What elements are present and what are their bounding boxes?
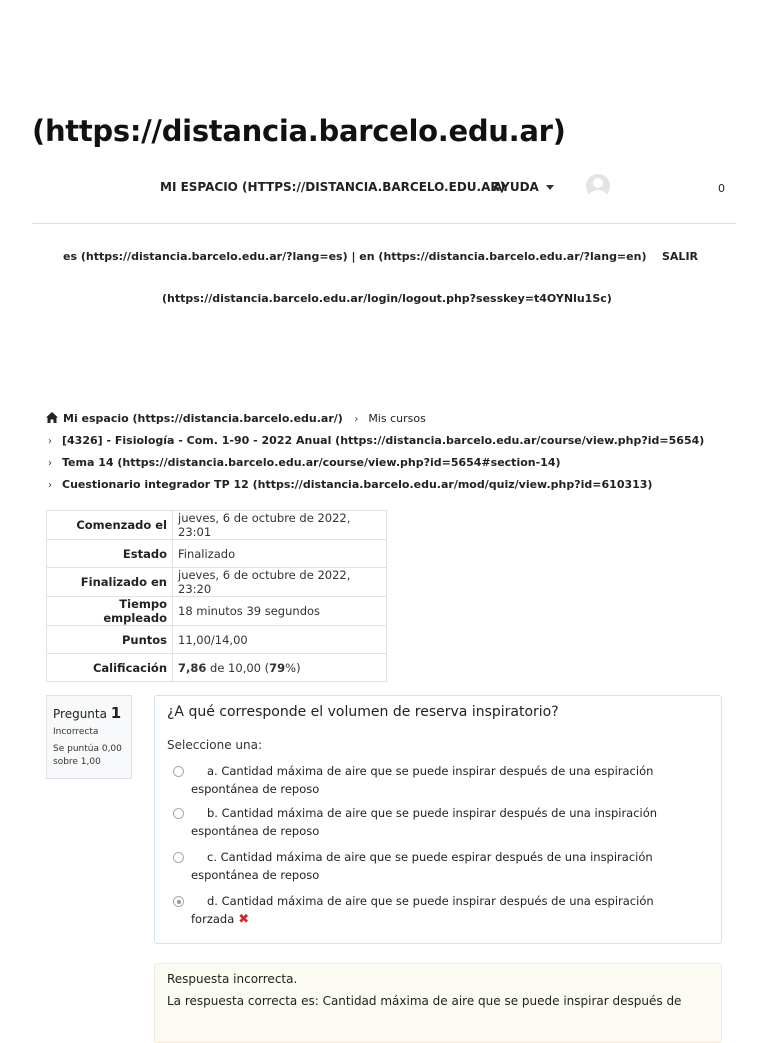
answer-text-line1: a. Cantidad máxima de aire que se puede inspirar después de una espiración (207, 764, 654, 778)
user-avatar[interactable] (586, 174, 610, 198)
logout-link[interactable]: SALIR (662, 250, 699, 263)
breadcrumb-row-home (46, 412, 426, 425)
feedback-correct-answer: La respuesta correcta es: Cantidad máxima de aire que se puede inspirar después de (167, 994, 682, 1008)
avatar-body (589, 190, 607, 198)
divider (32, 223, 736, 224)
chevron-down-icon (546, 185, 554, 190)
home-icon (46, 412, 58, 423)
question-state: Incorrecta (53, 727, 99, 737)
answer-prompt: Seleccione una: (167, 738, 262, 752)
top-navbar (0, 174, 768, 200)
summary-value: jueves, 6 de octubre de 2022, 23:20 (173, 568, 387, 597)
breadcrumb-quiz-link[interactable]: Cuestionario integrador TP 12 (https://distancia.barcelo.edu.ar/mod/quiz/view.php?id=610313) (62, 478, 653, 491)
radio-button[interactable] (173, 852, 184, 863)
grade-score: 7,86 (178, 660, 207, 675)
notification-count[interactable]: 0 (718, 182, 725, 195)
summary-row-grade (47, 654, 387, 682)
answer-text-line2: espontánea de reposo (191, 824, 320, 838)
question-number (53, 704, 131, 722)
grade-close: %) (285, 660, 301, 675)
summary-label: Puntos (47, 626, 173, 654)
summary-label: Estado (47, 540, 173, 568)
chevron-right-icon: › (48, 436, 52, 447)
breadcrumb-row-quiz (48, 478, 652, 491)
grade-percent: 79 (269, 660, 286, 675)
answer-text-line2: forzada (191, 912, 235, 926)
nav-help-label: AYUDA (493, 180, 539, 194)
chevron-right-icon: › (48, 458, 52, 469)
answer-text-line1: c. Cantidad máxima de aire que se puede espirar después de una inspiración (207, 850, 653, 864)
logout-url-link[interactable]: (https://distancia.barcelo.edu.ar/login/logout.php?sesskey=t4OYNlu1Sc) (162, 292, 612, 305)
summary-row-state (47, 540, 387, 568)
radio-button[interactable] (173, 808, 184, 819)
summary-label: Finalizado en (47, 568, 173, 597)
summary-value (173, 654, 387, 682)
avatar-head (593, 178, 603, 188)
question-number-value: 1 (110, 704, 122, 722)
answer-text-line2: espontánea de reposo (191, 868, 320, 882)
summary-label: Comenzado el (47, 511, 173, 540)
chevron-right-icon: › (48, 480, 52, 491)
language-links[interactable]: es (https://distancia.barcelo.edu.ar/?lang=es) | en (https://distancia.barcelo.edu.ar/?lang=en) (63, 250, 647, 263)
summary-label: Calificación (47, 654, 173, 682)
site-title[interactable]: (https://distancia.barcelo.edu.ar) (32, 114, 566, 148)
breadcrumb-section-link[interactable]: Tema 14 (https://distancia.barcelo.edu.ar/course/view.php?id=5654#section-14) (62, 456, 561, 469)
summary-label: Tiempo empleado (47, 597, 173, 626)
question-info (46, 695, 132, 779)
radio-button-selected[interactable] (173, 896, 184, 907)
breadcrumb-course-link[interactable]: [4326] - Fisiología - Com. 1-90 - 2022 Anual (https://distancia.barcelo.edu.ar/course/view.php?id=5654) (62, 434, 705, 447)
breadcrumb-row-course (48, 434, 704, 447)
answer-text-line1: b. Cantidad máxima de aire que se puede inspirar después de una inspiración (207, 806, 658, 820)
breadcrumb-home-link[interactable]: Mi espacio (https://distancia.barcelo.edu.ar/) (63, 412, 343, 425)
summary-value: Finalizado (173, 540, 387, 568)
summary-value: 18 minutos 39 segundos (173, 597, 387, 626)
grade-of: de 10,00 ( (210, 660, 270, 675)
question-content (154, 695, 722, 944)
answer-text-line2: espontánea de reposo (191, 782, 320, 796)
chevron-right-icon: › (354, 414, 359, 425)
feedback-result: Respuesta incorrecta. (167, 972, 298, 986)
summary-row-time (47, 597, 387, 626)
incorrect-icon: ✖ (238, 912, 250, 927)
summary-value: 11,00/14,00 (173, 626, 387, 654)
summary-row-points (47, 626, 387, 654)
answer-feedback (154, 963, 722, 1043)
attempt-summary-table (46, 510, 387, 682)
summary-value: jueves, 6 de octubre de 2022, 23:01 (173, 511, 387, 540)
answer-text-line1: d. Cantidad máxima de aire que se puede inspirar después de una espiración (207, 894, 654, 908)
breadcrumb-row-section (48, 456, 561, 469)
question-text: ¿A qué corresponde el volumen de reserva inspiratorio? (167, 704, 559, 720)
breadcrumb-my-courses[interactable]: Mis cursos (368, 412, 426, 425)
summary-row-started (47, 511, 387, 540)
radio-button[interactable] (173, 766, 184, 777)
question-label: Pregunta (53, 707, 107, 721)
nav-home-link[interactable]: MI ESPACIO (HTTPS://DISTANCIA.BARCELO.EDU.AR) (160, 180, 506, 194)
summary-row-finished (47, 568, 387, 597)
question-grade: Se puntúa 0,00 sobre 1,00 (53, 744, 122, 767)
nav-help-dropdown[interactable] (493, 180, 554, 194)
